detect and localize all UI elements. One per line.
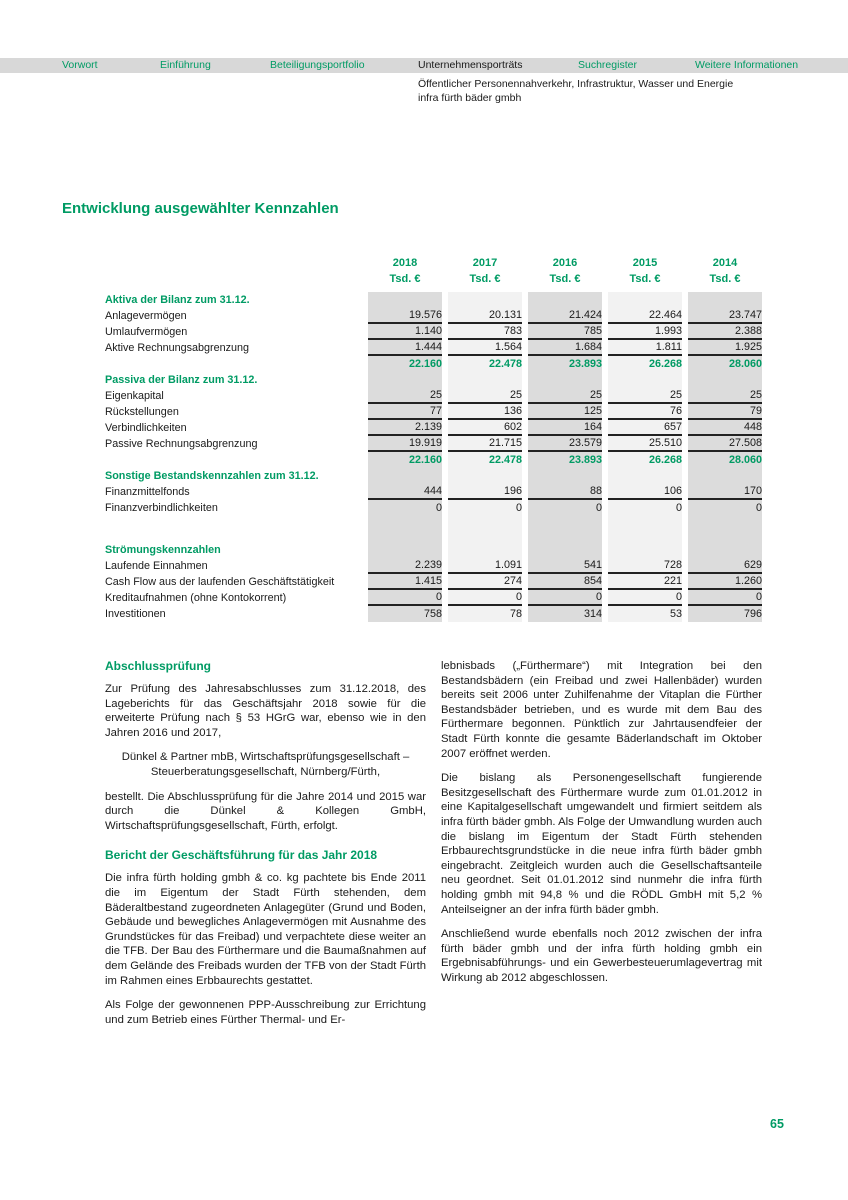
unit-header: Tsd. € (469, 272, 501, 285)
row-label (105, 452, 362, 468)
band-cell (688, 292, 762, 308)
band-cell (688, 372, 762, 388)
band-cell (608, 542, 682, 558)
value-cell: 19.576 (368, 308, 442, 324)
band-cell (528, 372, 602, 388)
value-cell: 602 (448, 420, 522, 436)
row-label: Aktive Rechnungsabgrenzung (105, 342, 250, 354)
unit-header-row (105, 271, 762, 286)
band-cell (368, 372, 442, 388)
value-cell: 0 (688, 590, 762, 606)
value-cell: 629 (688, 558, 762, 574)
value-cell: 274 (448, 574, 522, 590)
section-header-row (105, 468, 762, 484)
section-title: Strömungskennzahlen (105, 544, 221, 556)
value-cell: 2.139 (368, 420, 442, 436)
table-row (105, 452, 762, 468)
value-cell: 541 (528, 558, 602, 574)
value-cell: 0 (448, 590, 522, 606)
chapter-category-line: Öffentlicher Personennahverkehr, Infrastruktur, Wasser und Energie (418, 78, 734, 90)
value-cell: 53 (608, 606, 682, 622)
value-cell: 23.893 (528, 356, 602, 372)
body-paragraph: Als Folge der gewonnenen PPP-Ausschreibung zur Errichtung und zum Betrieb eines Fürther Thermal- und Er- (105, 999, 426, 1026)
value-cell: 1.140 (368, 324, 442, 340)
value-cell: 0 (368, 500, 442, 516)
value-cell: 1.444 (368, 340, 442, 356)
band-cell (608, 468, 682, 484)
value-cell: 854 (528, 574, 602, 590)
value-cell: 19.919 (368, 436, 442, 452)
year-header: 2017 (472, 257, 498, 269)
section-header-row (105, 372, 762, 388)
value-cell: 1.684 (528, 340, 602, 356)
body-paragraph: Die bislang als Personengesellschaft fungierende Besitzgesellschaft des Fürthermare wurde zum 01.01.2012 in eine Kapitalgesellschaft umgewandelt und firmiert seitdem als infra fürth bäder gmbh. Als Folge der Umwandlung wurden auch die bislang im Eigentum der Stadt Fürth stehenden Erbbaurechtsgrundstücke in die neue infra fürth bäder gmbh eingebracht. Zeitgleich wurden auch die Gesellschaftsanteile neu geordnet. Seit 01.01.2012 sind nunmehr die infra fürth holding gmbh mit 94,8 % und die RÖDL GmbH mit 5,2 % Anteilseigner an der infra fürth bäder gmbh. (441, 772, 762, 916)
value-cell: 1.811 (608, 340, 682, 356)
value-cell: 136 (448, 404, 522, 420)
body-heading: Bericht der Geschäftsführung für das Jahr 2018 (105, 848, 378, 863)
table-row (105, 404, 762, 420)
value-cell: 20.131 (448, 308, 522, 324)
value-cell: 21.424 (528, 308, 602, 324)
row-label: Investitionen (105, 608, 166, 620)
table-row (105, 420, 762, 436)
value-cell: 25 (688, 388, 762, 404)
value-cell: 164 (528, 420, 602, 436)
value-cell: 27.508 (688, 436, 762, 452)
band-cell (448, 292, 522, 308)
value-cell: 785 (528, 324, 602, 340)
value-cell: 28.060 (688, 356, 762, 372)
value-cell: 23.747 (688, 308, 762, 324)
value-cell: 221 (608, 574, 682, 590)
value-cell: 22.160 (368, 356, 442, 372)
value-cell: 88 (528, 484, 602, 500)
value-cell: 26.268 (608, 452, 682, 468)
body-centered-line: Dünkel & Partner mbB, Wirtschaftsprüfungsgesellschaft – Steuerberatungsgesellschaft, Nürnberg/Fürth, (121, 751, 410, 778)
value-cell: 2.388 (688, 324, 762, 340)
value-cell: 0 (608, 590, 682, 606)
band-cell (528, 516, 602, 542)
value-cell: 1.091 (448, 558, 522, 574)
value-cell: 78 (448, 606, 522, 622)
value-cell: 76 (608, 404, 682, 420)
value-cell: 1.564 (448, 340, 522, 356)
unit-header: Tsd. € (389, 272, 421, 285)
page-title: Entwicklung ausgewählter Kennzahlen (62, 200, 339, 217)
band-cell (528, 468, 602, 484)
value-cell: 106 (608, 484, 682, 500)
value-cell: 728 (608, 558, 682, 574)
value-cell: 758 (368, 606, 442, 622)
band-cell (608, 372, 682, 388)
band-cell (528, 292, 602, 308)
row-label: Laufende Einnahmen (105, 560, 208, 572)
band-cell (448, 516, 522, 542)
table-row (105, 606, 762, 622)
row-label: Cash Flow aus der laufenden Geschäftstätigkeit (105, 576, 335, 588)
band-cell (608, 292, 682, 308)
row-label: Finanzverbindlichkeiten (105, 502, 218, 514)
body-column-right (441, 659, 762, 1037)
body-text-columns (105, 659, 762, 1037)
table-row (105, 340, 762, 356)
unit-header: Tsd. € (629, 272, 661, 285)
nav-item-einf-hrung[interactable]: Einführung (160, 59, 211, 71)
corner-cell (105, 255, 362, 271)
band-cell (528, 542, 602, 558)
value-cell: 657 (608, 420, 682, 436)
value-cell: 25 (368, 388, 442, 404)
band-cell (368, 516, 442, 542)
row-label (105, 356, 362, 372)
body-column-left (105, 659, 426, 1037)
band-cell (448, 372, 522, 388)
value-cell: 25 (448, 388, 522, 404)
section-header-row (105, 542, 762, 558)
year-header-row (105, 255, 762, 271)
value-cell: 28.060 (688, 452, 762, 468)
section-title: Passiva der Bilanz zum 31.12. (105, 374, 258, 386)
body-paragraph: Zur Prüfung des Jahresabschlusses zum 31.12.2018, des Lageberichts für das Geschäftsjahr 2018 sowie für die erweiterte Prüfung nach § 53 HGrG war, ebenso wie in den Jahren 2016 und 2017, (105, 683, 426, 739)
table-row (105, 484, 762, 500)
band-cell (688, 516, 762, 542)
table-row (105, 558, 762, 574)
nav-item-weitere-informationen[interactable]: Weitere Informationen (695, 59, 799, 71)
value-cell: 0 (528, 590, 602, 606)
spacer-cell (105, 516, 362, 542)
value-cell: 0 (448, 500, 522, 516)
value-cell: 448 (688, 420, 762, 436)
band-cell (688, 468, 762, 484)
band-cell (608, 516, 682, 542)
nav-item-suchregister[interactable]: Suchregister (578, 59, 637, 71)
unit-header: Tsd. € (709, 272, 741, 285)
band-cell (448, 542, 522, 558)
row-label: Finanzmittelfonds (105, 486, 190, 498)
section-header-row (105, 292, 762, 308)
value-cell: 25.510 (608, 436, 682, 452)
body-paragraph: Anschließend wurde ebenfalls noch 2012 zwischen der infra fürth bäder gmbh und der infra fürth holding gmbh ein Ergebnisabführungs- und ein Gewerbesteuerumlagevertrag mit Wirkung ab 2012 abgeschlossen. (441, 928, 762, 984)
value-cell: 796 (688, 606, 762, 622)
table-row (105, 590, 762, 606)
band-cell (368, 542, 442, 558)
year-header: 2014 (712, 257, 738, 269)
body-paragraph: lebnisbads („Fürthermare“) mit Integration bei den Bestandsbädern (ein Freibad und zwei Hallenbäder) wurden bereits seit 2006 unter Zuhilfenahme der Vitaplan die Fürther Bestandsbäder betrieben, und es wurde mit dem Bau des Fürthermare begonnen. Pünktlich zur Jahrtausendfeier der Stadt Fürth konnte die gesamte Bäderlandschaft im Oktober 2007 eröffnet werden. (441, 660, 762, 760)
unit-header: Tsd. € (549, 272, 581, 285)
table-row (105, 324, 762, 340)
value-cell: 783 (448, 324, 522, 340)
value-cell: 23.893 (528, 452, 602, 468)
value-cell: 0 (368, 590, 442, 606)
value-cell: 314 (528, 606, 602, 622)
row-label: Eigenkapital (105, 390, 164, 402)
row-label: Passive Rechnungsabgrenzung (105, 438, 258, 450)
body-paragraph: bestellt. Die Abschlussprüfung für die Jahre 2014 und 2015 war durch die Dünkel & Kollegen GmbH, Wirtschaftsprüfungsgesellschaft, Fürth, erfolgt. (105, 790, 426, 832)
nav-item-vorwort[interactable]: Vorwort (62, 59, 98, 71)
value-cell: 2.239 (368, 558, 442, 574)
company-name-line: infra fürth bäder gmbh (418, 92, 522, 104)
year-header: 2016 (552, 257, 578, 269)
row-label: Umlaufvermögen (105, 326, 188, 338)
section-spacer-row (105, 516, 762, 542)
value-cell: 0 (608, 500, 682, 516)
value-cell: 444 (368, 484, 442, 500)
nav-item-unternehmensportr-ts[interactable]: Unternehmensporträts (418, 59, 523, 71)
band-cell (448, 468, 522, 484)
value-cell: 0 (688, 500, 762, 516)
value-cell: 22.478 (448, 356, 522, 372)
top-navigation-bar (0, 58, 848, 73)
year-header: 2018 (392, 257, 418, 269)
nav-item-beteiligungsportfolio[interactable]: Beteiligungsportfolio (270, 59, 365, 71)
value-cell: 23.579 (528, 436, 602, 452)
year-header: 2015 (632, 257, 658, 269)
section-title: Sonstige Bestandskennzahlen zum 31.12. (105, 470, 319, 482)
kennzahlen-table (99, 255, 768, 622)
value-cell: 26.268 (608, 356, 682, 372)
value-cell: 1.925 (688, 340, 762, 356)
value-cell: 21.715 (448, 436, 522, 452)
value-cell: 22.478 (448, 452, 522, 468)
section-title: Aktiva der Bilanz zum 31.12. (105, 294, 250, 306)
value-cell: 25 (528, 388, 602, 404)
value-cell: 1.993 (608, 324, 682, 340)
page-number: 65 (770, 1117, 784, 1131)
table-row (105, 356, 762, 372)
row-label: Kreditaufnahmen (ohne Kontokorrent) (105, 592, 287, 604)
value-cell: 25 (608, 388, 682, 404)
value-cell: 170 (688, 484, 762, 500)
row-label: Rückstellungen (105, 406, 179, 418)
value-cell: 0 (528, 500, 602, 516)
band-cell (688, 542, 762, 558)
body-heading: Abschlussprüfung (105, 659, 212, 673)
value-cell: 1.415 (368, 574, 442, 590)
value-cell: 125 (528, 404, 602, 420)
value-cell: 77 (368, 404, 442, 420)
band-cell (368, 292, 442, 308)
value-cell: 1.260 (688, 574, 762, 590)
value-cell: 22.160 (368, 452, 442, 468)
band-cell (368, 468, 442, 484)
value-cell: 22.464 (608, 308, 682, 324)
table-row (105, 574, 762, 590)
table-row (105, 388, 762, 404)
row-label: Verbindlichkeiten (105, 422, 187, 434)
table-row (105, 500, 762, 516)
row-label: Anlagevermögen (105, 310, 187, 322)
value-cell: 79 (688, 404, 762, 420)
table-row (105, 436, 762, 452)
value-cell: 196 (448, 484, 522, 500)
corner-cell (105, 271, 362, 286)
table-row (105, 308, 762, 324)
body-paragraph: Die infra fürth holding gmbh & co. kg pachtete bis Ende 2011 die im Eigentum der Stadt Fürth stehenden, dem Bäderaltbestand zugeordneten Anlagegüter (Grund und Boden, Gebäude und bewegliches Anlagevermögen mit Ausnahme des Grundstückes für das Freibad) und verpachtete diese weiter an die TFB. Der Bau des Fürthermare und die Baumaßnahmen auf dem Gelände des Freibads wurden der TFB von der Stadt Fürth im Rahmen eines Erbbaurechts gestattet. (105, 872, 426, 987)
